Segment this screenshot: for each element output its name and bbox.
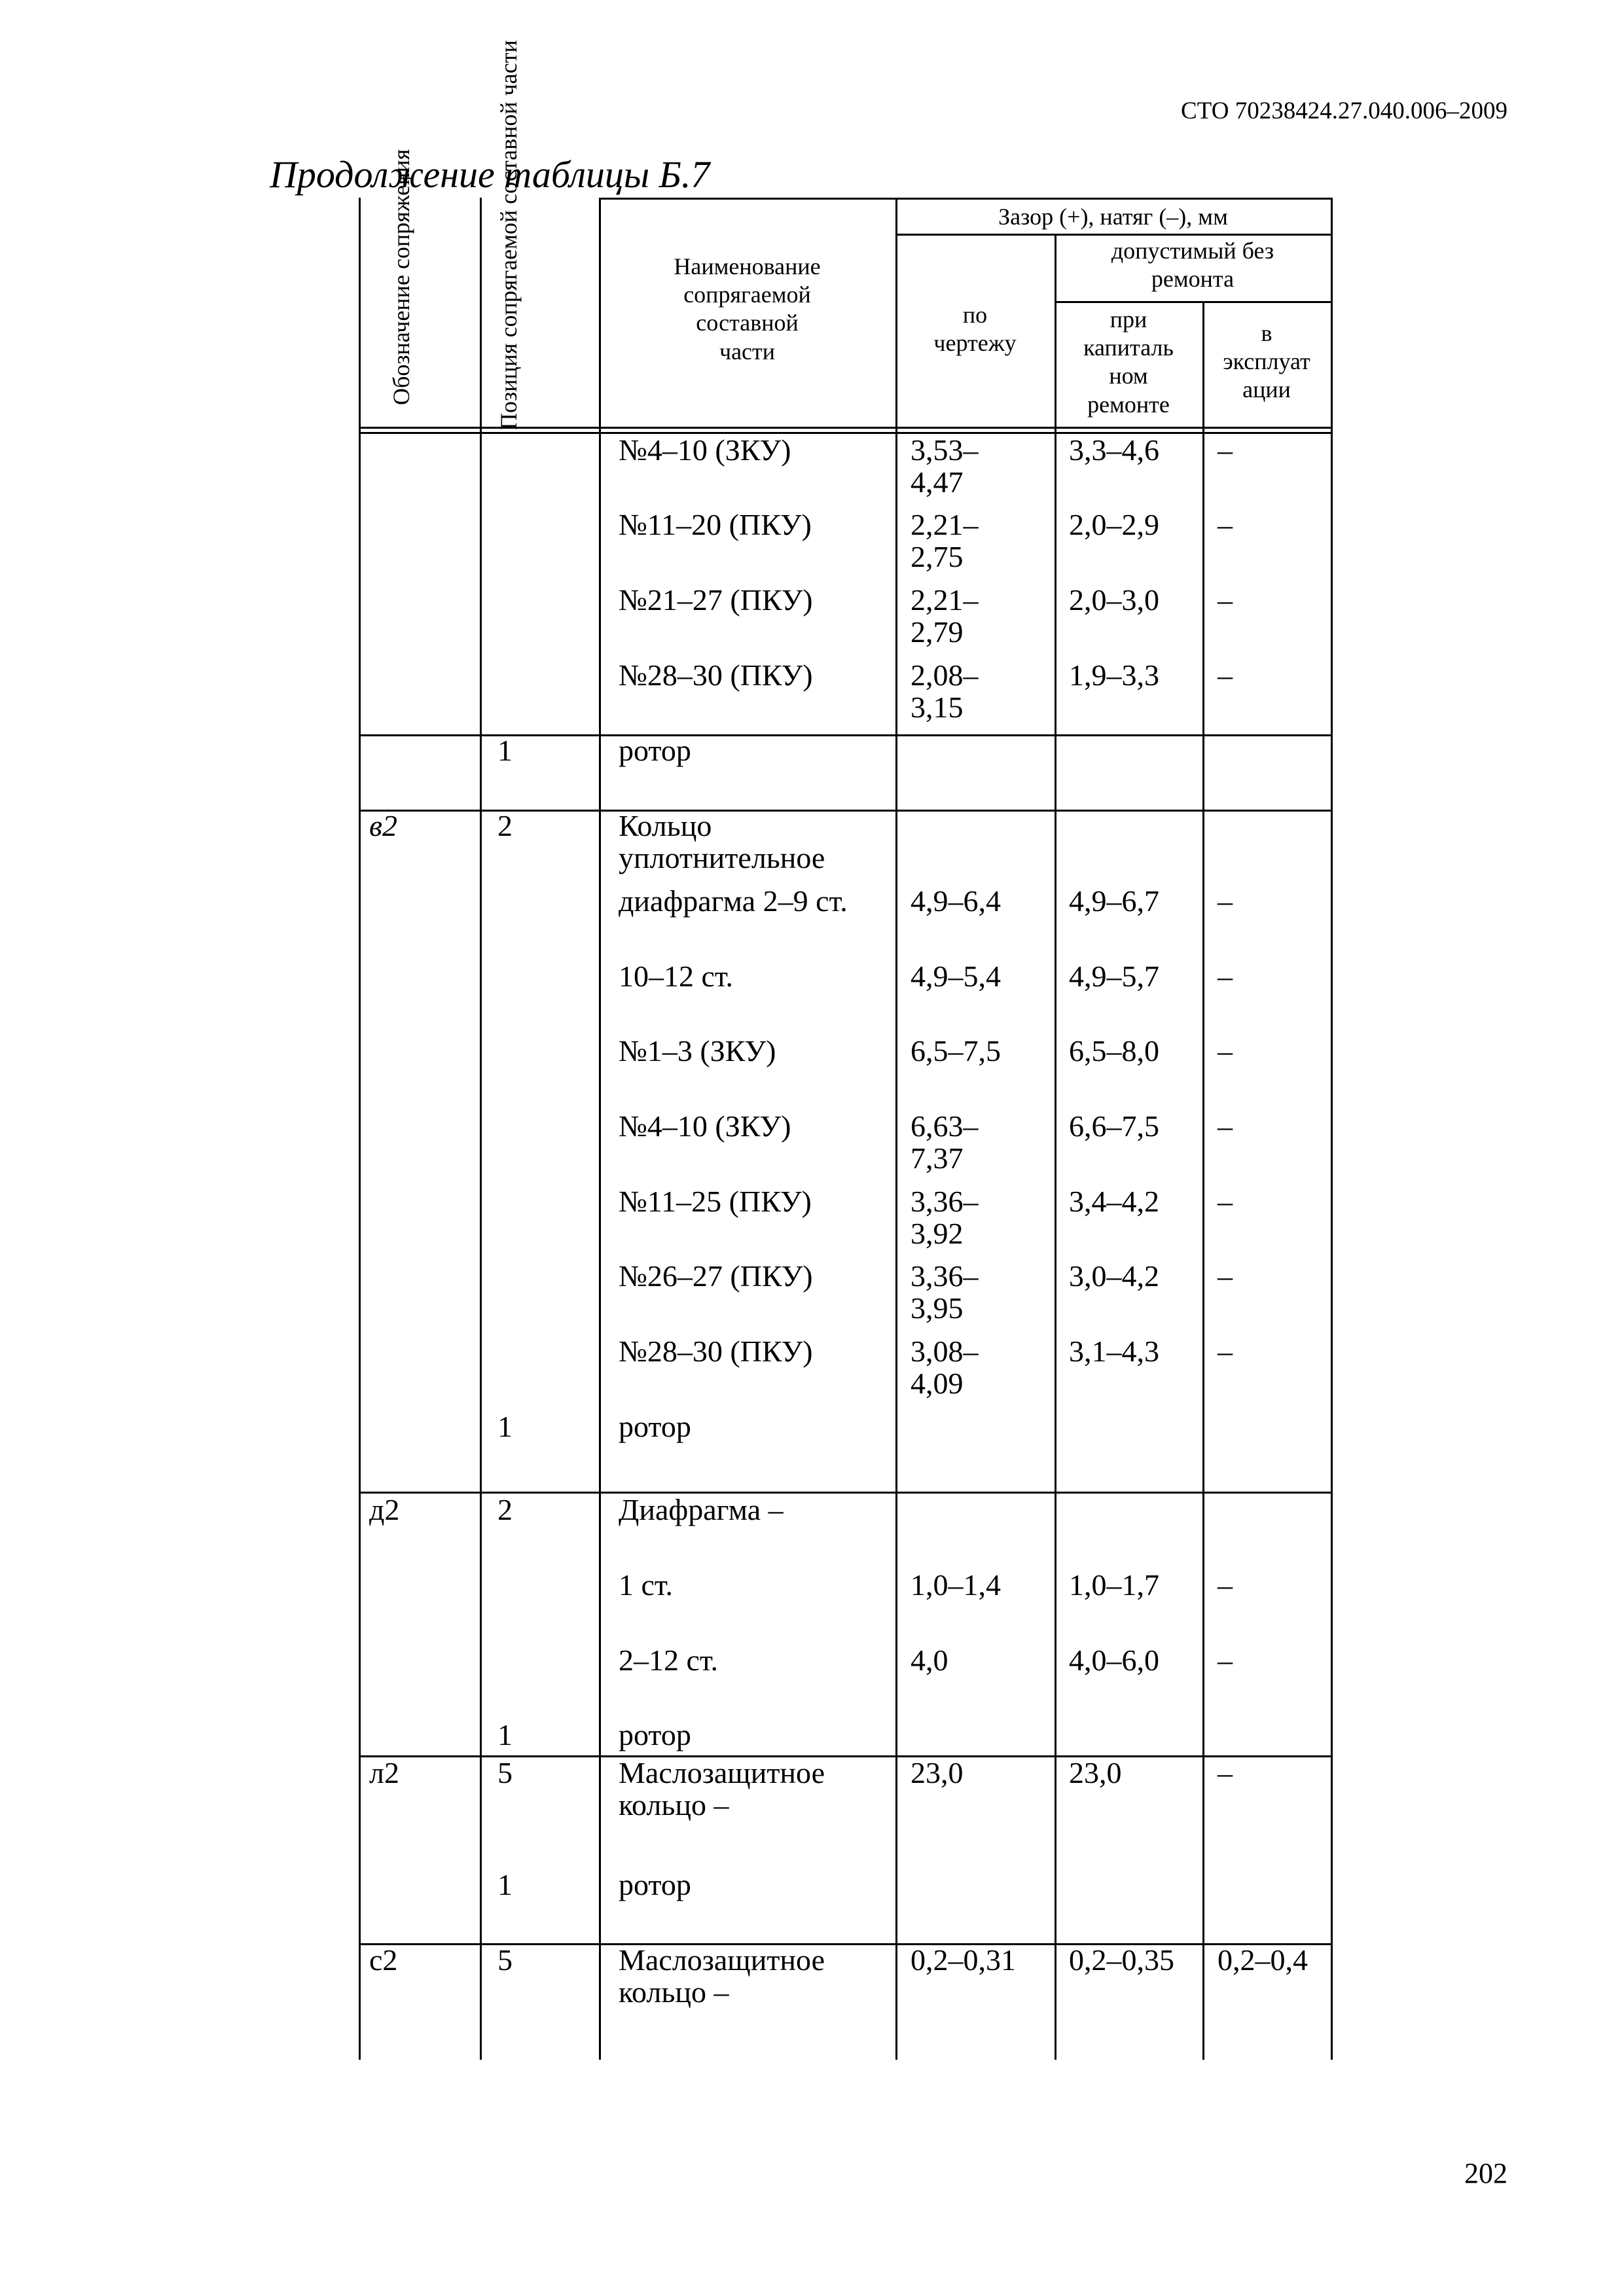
cell-name: ротор	[619, 1868, 691, 1901]
cell-by-drawing: 2,21– 2,75	[911, 508, 979, 574]
cell-name: ротор	[619, 1718, 691, 1751]
cell-position: 5	[497, 1943, 513, 1977]
col-divider-2	[599, 198, 601, 2060]
cell-at-overhaul: 23,0	[1069, 1756, 1122, 1789]
cell-by-drawing: 4,9–5,4	[911, 960, 1001, 993]
cell-in-operation: –	[1218, 658, 1233, 692]
cell-position: 1	[497, 1410, 513, 1443]
cell-in-operation: –	[1218, 1185, 1233, 1218]
cell-by-drawing: 1,0–1,4	[911, 1568, 1001, 1602]
cell-by-drawing: 3,36– 3,92	[911, 1185, 979, 1251]
header-top-line	[599, 198, 1333, 200]
cell-name: №26–27 (ПКУ)	[619, 1259, 813, 1293]
cell-in-operation: –	[1218, 1756, 1233, 1789]
cell-name: №28–30 (ПКУ)	[619, 1335, 813, 1368]
cell-at-overhaul: 4,9–5,7	[1069, 960, 1159, 993]
cell-at-overhaul: 4,9–6,7	[1069, 884, 1159, 918]
cell-name: №11–20 (ПКУ)	[619, 508, 812, 541]
cell-by-drawing: 2,21– 2,79	[911, 583, 979, 649]
header-bottom-line-2	[359, 432, 1333, 434]
cell-position: 1	[497, 1718, 513, 1751]
cell-at-overhaul: 3,1–4,3	[1069, 1335, 1159, 1368]
cell-by-drawing: 4,9–6,4	[911, 884, 1001, 918]
cell-at-overhaul: 1,0–1,7	[1069, 1568, 1159, 1602]
cell-name: ротор	[619, 1410, 691, 1443]
cell-in-operation: –	[1218, 583, 1233, 617]
cell-by-drawing: 4,0	[911, 1643, 948, 1677]
header-col-designation: Обозначение сопряжения	[388, 149, 414, 405]
cell-name: ротор	[619, 734, 691, 767]
cell-in-operation: –	[1218, 508, 1233, 541]
cell-name: Диафрагма –	[619, 1493, 784, 1526]
cell-at-overhaul: 4,0–6,0	[1069, 1643, 1159, 1677]
cell-in-operation: –	[1218, 1335, 1233, 1368]
cell-in-operation: –	[1218, 1643, 1233, 1677]
cell-name: №21–27 (ПКУ)	[619, 583, 813, 617]
header-subgroup-line	[1055, 301, 1333, 303]
cell-position: 2	[497, 809, 513, 842]
cell-at-overhaul: 6,5–8,0	[1069, 1034, 1159, 1067]
cell-by-drawing: 23,0	[911, 1756, 964, 1789]
cell-name: №28–30 (ПКУ)	[619, 658, 813, 692]
cell-name: №4–10 (ЗКУ)	[619, 433, 791, 467]
cell-in-operation: –	[1218, 884, 1233, 918]
cell-by-drawing: 3,36– 3,95	[911, 1259, 979, 1325]
cell-name: 2–12 ст.	[619, 1643, 719, 1677]
cell-at-overhaul: 3,3–4,6	[1069, 433, 1159, 467]
cell-designation: в2	[369, 809, 397, 842]
cell-in-operation: –	[1218, 960, 1233, 993]
cell-name: №11–25 (ПКУ)	[619, 1185, 812, 1218]
cell-name: Маслозащитное кольцо –	[619, 1943, 825, 2009]
cell-at-overhaul: 6,6–7,5	[1069, 1109, 1159, 1143]
col-divider-3	[895, 198, 897, 2060]
cell-name: 1 ст.	[619, 1568, 674, 1602]
cell-in-operation: –	[1218, 1568, 1233, 1602]
cell-by-drawing: 3,53– 4,47	[911, 433, 979, 499]
cell-in-operation: –	[1218, 1259, 1233, 1293]
cell-by-drawing: 6,5–7,5	[911, 1034, 1001, 1067]
header-group-line	[895, 234, 1333, 236]
cell-at-overhaul: 2,0–2,9	[1069, 508, 1159, 541]
cell-designation: с2	[369, 1943, 398, 1977]
cell-by-drawing: 3,08– 4,09	[911, 1335, 979, 1401]
cell-in-operation: –	[1218, 433, 1233, 467]
cell-designation: л2	[369, 1756, 399, 1789]
cell-at-overhaul: 1,9–3,3	[1069, 658, 1159, 692]
col-divider-5	[1202, 301, 1204, 2060]
cell-at-overhaul: 2,0–3,0	[1069, 583, 1159, 617]
col-divider-4	[1055, 234, 1056, 2060]
cell-position: 1	[497, 734, 513, 767]
cell-name: Маслозащитное кольцо –	[619, 1756, 825, 1822]
cell-position: 1	[497, 1868, 513, 1901]
cell-in-operation: –	[1218, 1034, 1233, 1067]
cell-designation: д2	[369, 1493, 400, 1526]
table-border-left	[359, 198, 361, 2060]
cell-by-drawing: 0,2–0,31	[911, 1943, 1016, 1977]
cell-at-overhaul: 3,4–4,2	[1069, 1185, 1159, 1218]
cell-name: Кольцо уплотнительное	[619, 809, 825, 875]
cell-name: диафрагма 2–9 ст.	[619, 884, 848, 918]
header-col-position: Позиция сопрягаемой составной части	[496, 40, 522, 430]
cell-position: 2	[497, 1493, 513, 1526]
cell-by-drawing: 2,08– 3,15	[911, 658, 979, 725]
cell-at-overhaul: 3,0–4,2	[1069, 1259, 1159, 1293]
cell-name: №1–3 (ЗКУ)	[619, 1034, 776, 1067]
header-at-overhaul: при капиталь ном ремонте	[1083, 306, 1174, 418]
document-code: СТО 70238424.27.040.006–2009	[1180, 98, 1507, 124]
page-number: 202	[1464, 2157, 1507, 2189]
cell-name: №4–10 (ЗКУ)	[619, 1109, 791, 1143]
cell-by-drawing: 6,63– 7,37	[911, 1109, 979, 1175]
col-divider-1	[480, 198, 482, 2060]
cell-name: 10–12 ст.	[619, 960, 734, 993]
header-by-drawing: по чертежу	[933, 302, 1017, 357]
table-caption: Продолжение таблицы Б.7	[270, 153, 710, 196]
table-border-right	[1331, 198, 1333, 2060]
header-col-name: Наименование сопрягаемой составной части	[674, 253, 821, 365]
cell-in-operation: –	[1218, 1109, 1233, 1143]
cell-in-operation: 0,2–0,4	[1218, 1943, 1308, 1977]
header-allowed-group: допустимый без ремонта	[1111, 238, 1274, 293]
cell-position: 5	[497, 1756, 513, 1789]
header-in-operation: в эксплуат ации	[1223, 320, 1310, 403]
header-gap-group: Зазор (+), натяг (–), мм	[998, 204, 1228, 230]
cell-at-overhaul: 0,2–0,35	[1069, 1943, 1174, 1977]
